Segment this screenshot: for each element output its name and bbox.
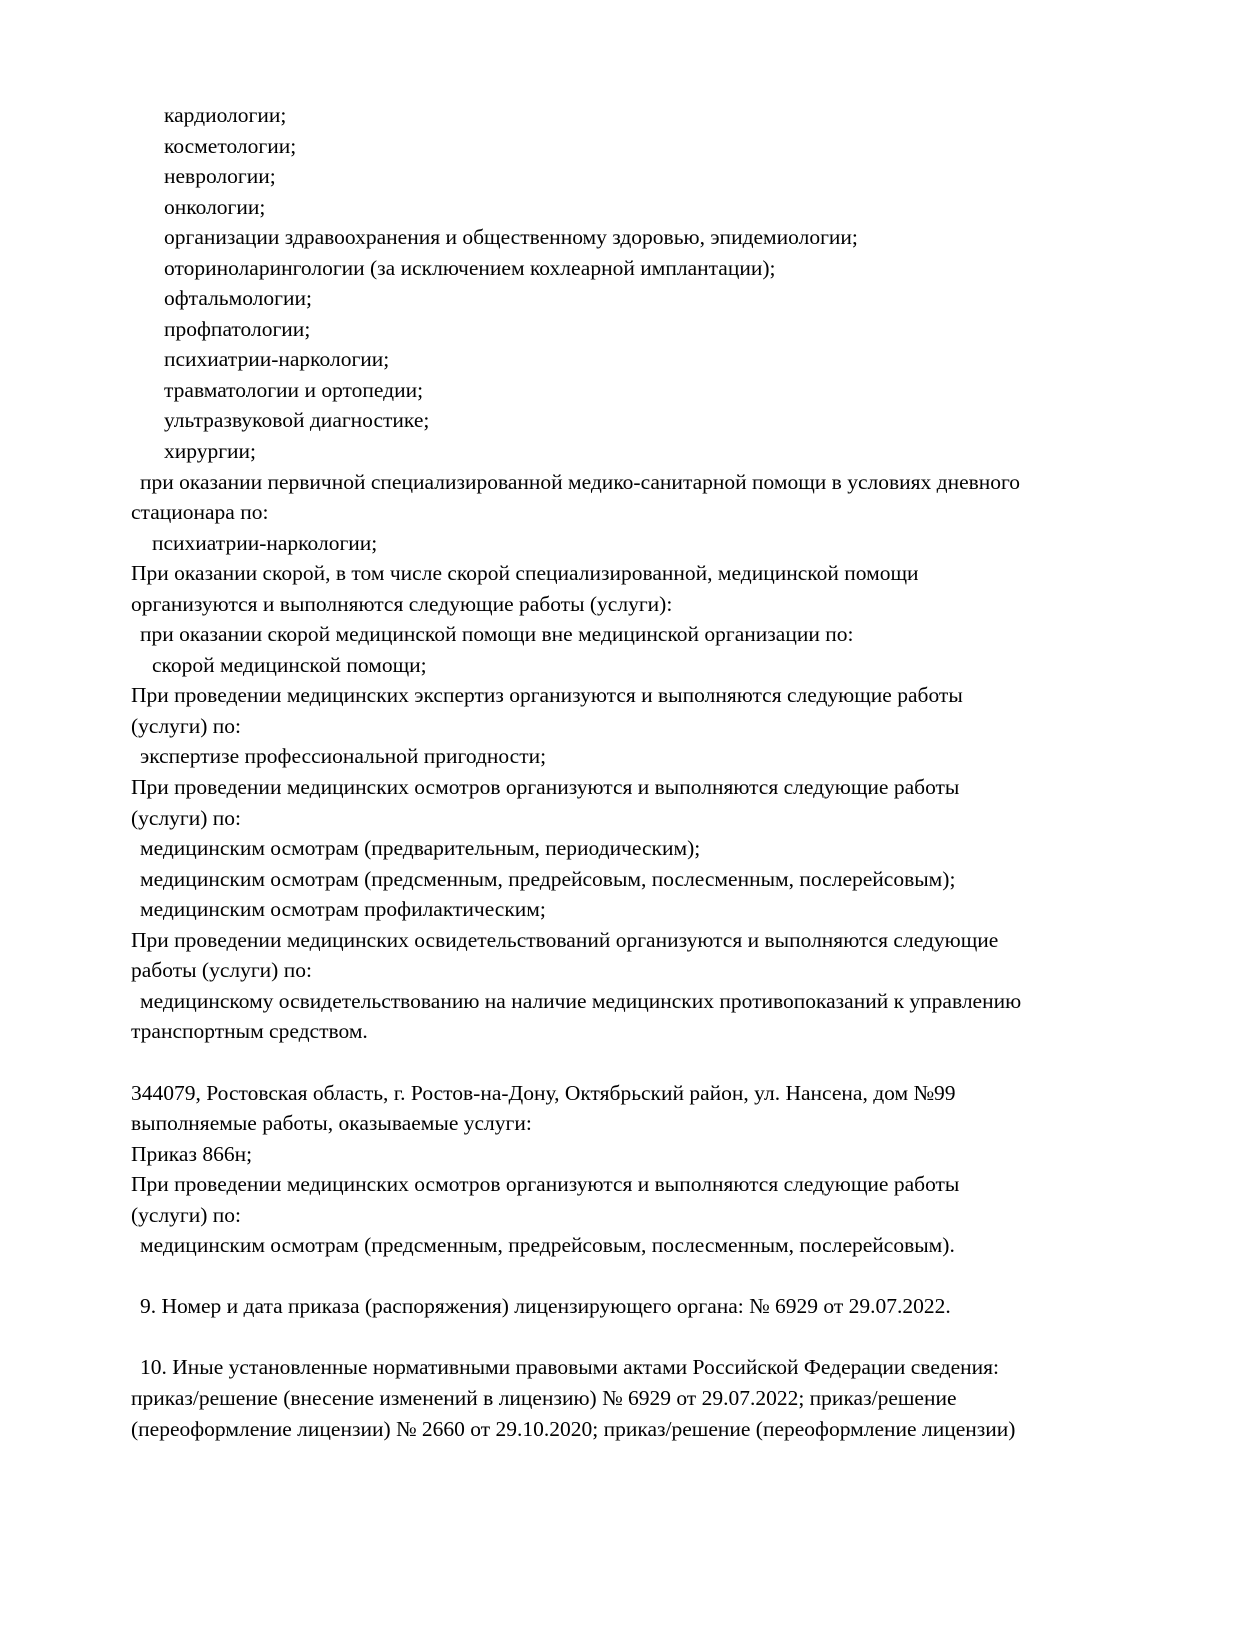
text-line: транспортным средством. <box>131 1019 368 1044</box>
text-line: медицинским осмотрам (предсменным, предрейсовым, послесменным, послерейсовым). <box>140 1233 955 1258</box>
text-line: выполняемые работы, оказываемые услуги: <box>131 1111 532 1136</box>
text-line: медицинским осмотрам профилактическим; <box>140 897 546 922</box>
text-line: При проведении медицинских экспертиз организуются и выполняются следующие работы <box>131 683 963 708</box>
text-line: профпатологии; <box>164 316 311 341</box>
text-line: 9. Номер и дата приказа (распоряжения) лицензирующего органа: № 6929 от 29.07.2022. <box>140 1294 951 1319</box>
text-line: (услуги) по: <box>131 805 242 830</box>
text-line: косметологии; <box>164 133 297 158</box>
text-line: стационара по: <box>131 500 269 525</box>
text-line: медицинскому освидетельствованию на наличие медицинских противопоказаний к управлению <box>140 988 1022 1013</box>
text-line: медицинским осмотрам (предсменным, предрейсовым, послесменным, послерейсовым); <box>140 866 956 891</box>
text-line: травматологии и ортопедии; <box>164 377 424 402</box>
text-line: хирургии; <box>164 439 257 464</box>
text-line: психиатрии-наркологии; <box>164 347 390 372</box>
text-line: скорой медицинской помощи; <box>152 652 427 677</box>
text-line: при оказании первичной специализированной медико-санитарной помощи в условиях дневного <box>140 469 1021 494</box>
text-line: (услуги) по: <box>131 1202 242 1227</box>
text-line: При оказании скорой, в том числе скорой специализированной, медицинской помощи <box>131 561 919 586</box>
text-line: работы (услуги) по: <box>131 958 312 983</box>
text-line: 10. Иные установленные нормативными правовыми актами Российской Федерации сведения: <box>140 1355 999 1380</box>
text-line <box>131 1047 1211 1078</box>
text-line: 344079, Ростовская область, г. Ростов-на-Дону, Октябрьский район, ул. Нансена, дом №99 <box>131 1080 956 1105</box>
text-line: При проведении медицинских освидетельствований организуются и выполняются следующие <box>131 927 999 952</box>
text-line <box>131 1322 1211 1353</box>
text-line: психиатрии-наркологии; <box>152 530 378 555</box>
text-line: ультразвуковой диагностике; <box>164 408 430 433</box>
text-line: экспертизе профессиональной пригодности; <box>140 744 547 769</box>
text-line: оториноларингологии (за исключением кохлеарной имплантации); <box>164 255 776 280</box>
text-line: неврологии; <box>164 164 276 189</box>
text-line: медицинским осмотрам (предварительным, периодическим); <box>140 836 701 861</box>
text-line: приказ/решение (внесение изменений в лицензию) № 6929 от 29.07.2022; приказ/решение <box>131 1385 957 1410</box>
text-line <box>131 1261 1211 1292</box>
text-line: при оказании скорой медицинской помощи вне медицинской организации по: <box>140 622 854 647</box>
text-line: (переоформление лицензии) № 2660 от 29.10.2020; приказ/решение (переоформление лицензии) <box>131 1416 1016 1441</box>
text-line: При проведении медицинских осмотров организуются и выполняются следующие работы <box>131 775 960 800</box>
text-line: организации здравоохранения и общественному здоровью, эпидемиологии; <box>164 225 858 250</box>
text-line: офтальмологии; <box>164 286 312 311</box>
text-line: При проведении медицинских осмотров организуются и выполняются следующие работы <box>131 1172 960 1197</box>
text-line: кардиологии; <box>164 103 287 127</box>
text-line: онкологии; <box>164 194 266 219</box>
text-line: (услуги) по: <box>131 713 242 738</box>
text-line: организуются и выполняются следующие работы (услуги): <box>131 591 673 616</box>
text-line: Приказ 866н; <box>131 1141 253 1166</box>
document-text <box>131 100 1211 1444</box>
